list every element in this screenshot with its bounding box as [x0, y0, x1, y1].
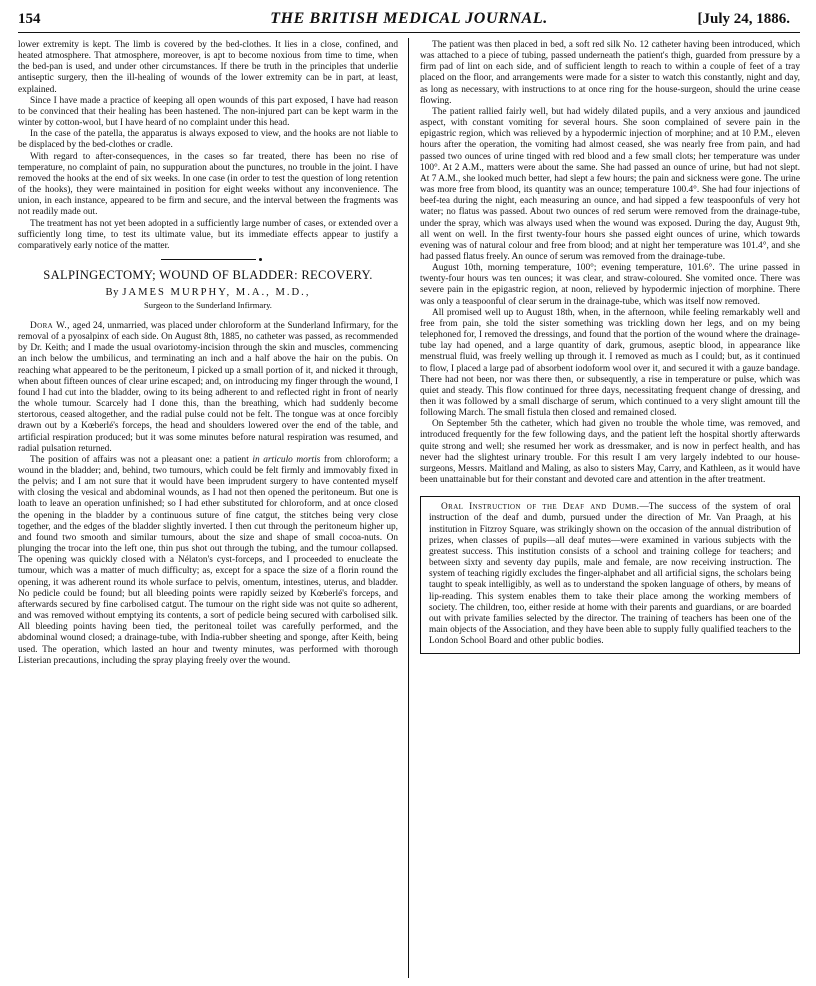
paragraph: On September 5th the catheter, which had given no trouble the whole time, was removed, and introduced frequently for the few following days, and the patient left the hospital shortly afterwards quite strong and well; she resumed her work as dressmaker, and is now in perfect health, and has never had the slightest urinary trouble. For this result I am very largely indebted to our house-surgeons, Messrs. Maitland and Maling, as also to sisters May, Carry, and Kathleen, as it would have been unattainable but for their constant and devoted care and attention in the after treatment. [420, 419, 800, 486]
article-title: SALPINGECTOMY; WOUND OF BLADDER: RECOVERY. [43, 267, 373, 282]
author-name: JAMES MURPHY, M.A., M.D., [122, 286, 311, 298]
news-paragraph [429, 502, 791, 647]
paragraph-text: from chloroform; a wound in the bladder; and, behind, two tumours, which could be felt firmly and immovably fixed in the pelvis; and I am not sure that it would have been imprudent surgery to have contented myself with closing the vesical and abdominal wounds, as I had not then opened the peritoneum. But one is loath to leave an operation unfinished; so I had ether substituted for chloroform, and at once closed the opening in the bladder by a continuous suture of fine catgut, the stitches being very close together, and the edges of the bladder slightly inverted. I then cut through the peritoneum higher up, and found two smooth and similar tumours, about the size and shape of small cocoa-nuts. On plunging the trocar into the left one, thin pus shot out through the tubing, and the tumour collapsed. The opening was quickly closed with a Nélaton's cyst-forceps, and I proceeded to enucleate the tumour, which was a matter of much difficulty; as, except for a space the size of a florin round the opening, it was adherent round its whole surface to pelvis, omentum, intestines, uterus, and bladder. No pedicle could be found; but all bleeding points were rapidly seized by Kœberlé's forceps, and afterwards secured by fine carbolised catgut. The tumour on the right side was not quite so adherent, and was removed without emptying its contents, a sort of pedicle being secured with carbolised silk. All bleeding points having been tied, the peritoneal toilet was carefully performed, and the abdominal wound closed; a drainage-tube, with India-rubber sheeting and sponge, after Keith, being used. The operation, which lasted an hour and twenty minutes, was performed with thorough Listerian precautions, including the spray playing freely over the wound. [18, 454, 399, 666]
paragraph: With regard to after-consequences, in the cases so far treated, there has been no rise of temperature, no complaint of pain, no suppuration about the punctures, no trouble in the joint. I have removed the hooks at the end of six weeks. In one case (in order to test the question of long retention of the hooks), they were maintained in position for eight weeks without any inconvenience. The union, in each instance, appeared to be firm and secure, and the interval between the fragments was not readily made out. [18, 151, 398, 218]
paragraph: lower extremity is kept. The limb is covered by the bed-clothes. It lies in a close, confined, and heated atmosphere. That atmosphere, moreover, is apt to become noxious from time to time, when the bed-pan is used, and under other circumstances. If there be truth in the principles that underlie antiseptic surgery, then the ill-healing of wounds of the lower extremity can be in part, at least, explained. [18, 40, 398, 95]
left-column [18, 40, 398, 667]
patient-name: Dora W., [30, 320, 70, 331]
paragraph: In the case of the patella, the apparatus is always exposed to view, and the hooks are not liable to be displaced by the bed-clothes or cradle. [18, 129, 398, 151]
byline-by: By [105, 286, 120, 298]
news-text: —The success of the system of oral instruction of the deaf and dumb, pursued under the direction of Mr. Van Praagh, at his institution in Fitzroy Square, was strikingly shown on the occasion of the annual distribution of prizes, when classes of pupils—all deaf mutes—were examined in various subjects with the greatest success. This institution consists of a school and training college for teachers; and between sixty and seventy day pupils, male and female, are now receiving instruction. The system of teaching rigidly excludes the finger-alphabet and all artificial signs, the scholars being taught to speak intelligibly, as well as to understand the spoken language of others, by means of lip-reading. This system enables them to take their place among the working members of society. The children, too, either reside at home with their parents and guardians, or are boarded out with private families selected by the director. The training of teachers has been one of the main objects of the Association, and they have been able to supply fully qualified teachers to the London School Board and other public bodies. [429, 502, 792, 647]
paragraph: All promised well up to August 18th, when, in the afternoon, while feeling remarkably well and free from pain, she told the sister something was trickling down her legs, and on my being telephoned for, I removed the dressings, and found that the portion of the wound where the drainage-tube lay had opened, and a large quantity of dark, grumous, aseptic blood, in appearance like menstrual fluid, was freely welling up through it. I removed as much as I could; but, as it continued to flow, I placed a large pad of absorbent iodoform wool over it, and secured it with a gauze bandage. There had not been, nor was there then, or subsequently, a rise in temperature or pulse, which was quiet and steady. This flow continued for three days, necessitating frequent change of dressing, and then it was followed by a small discharge of serum, which continued to a very slight amount till the following March. The small fistula then closed and remained closed. [420, 307, 800, 419]
paragraph [18, 321, 398, 455]
latin-phrase: in articulo mortis [252, 454, 321, 465]
paragraph: August 10th, morning temperature, 100°; evening temperature, 101.6°. The urine passed in twenty-four hours was ten ounces; it was clear, and straw-coloured. She vomited once. There was severe pain in the epigastric region, at noon, relieved by hypodermic injection of morphine. There was only a teaspoonful of clear serum in the drainage-tube, which was itself now removed. [420, 263, 800, 307]
news-item-box [420, 496, 800, 654]
header-rule [18, 32, 800, 33]
paragraph: The treatment has not yet been adopted in a sufficiently large number of cases, or extended over a sufficiently long time, to test its ultimate value, but its immediate effects appear to justify a comparatively early notice of the matter. [18, 218, 398, 251]
column-divider [408, 38, 409, 978]
paragraph: The patient was then placed in bed, a soft red silk No. 12 catheter having been introduced, which was attached to a piece of tubing, passed underneath the patient's thigh, guarded from pressure by a firm pad of lint on each side, and of sufficient length to reach to within a couple of feet of a tray placed on the floor, and arrangements were made for a sister to watch this constantly, night and day, as long as necessary, with instructions to at once ring for the house-surgeon, should the urine cease flowing. [420, 40, 800, 106]
page-number: 154 [18, 11, 41, 27]
news-heading: Oral Instruction of the Deaf and Dumb. [441, 502, 640, 513]
paragraph: The patient rallied fairly well, but had widely dilated pupils, and a very anxious and jaundiced aspect, with constant vomiting for several hours. She soon complained of severe pain in the epigastric region, which was relieved by a hypodermic injection of morphine; and at 10 P.M., eleven hours after the operation, the vomiting had almost ceased, she was nearly free from pain, and had passed two ounces of urine tinged with red blood and a few small clots; her temperature was under 100°. At 2 A.M., matters were about the same. She had passed an ounce of urine, but had not slept. At 7 A.M., she looked much better, had slept a few hours; the pain and sickness were gone. The urine was more free from blood, its quantity was an ounce; temperature 100.4°. She had four injections of beef-tea during the night, each measuring an ounce, and had sipped a few teaspoonfuls of very hot water; no flatus was passed. About two ounces of red serum were removed from the drainage-tube, under the spray, which was always used when the wound was exposed. During the day, August 9th, all went on well. In the first twenty-four hours she passed eight ounces of urine, which towards evening was of natural colour and free from blood; and at night her temperature was 101.4°, and she had passed flatus freely. An ounce of serum was removed from the drainage-tube. [420, 106, 800, 262]
author-affiliation: Surgeon to the Sunderland Infirmary. [144, 299, 272, 310]
paragraph [18, 455, 398, 667]
page-header [18, 8, 800, 32]
right-column [420, 40, 800, 654]
paragraph-text: The position of affairs was not a pleasant one: a patient [30, 454, 249, 465]
section-divider [161, 259, 256, 260]
journal-title: THE BRITISH MEDICAL JOURNAL. [270, 10, 548, 27]
byline [18, 286, 398, 300]
issue-date: [July 24, 1886. [697, 11, 790, 27]
paragraph-text: aged 24, unmarried, was placed under chloroform at the Sunderland Infirmary, for the removal of a pyosalpinx of each side. On August 8th, 1885, no catheter was passed, as recommended by Dr. Keith; and I made the usual ovariotomy-incision through the skin and muscles, commencing an inch below the umbilicus, and terminating an inch and a half above the hair on the pubis. On reaching what appeared to be the peritoneum, I picked up a small portion of it, and nicked it through, when about fifteen ounces of clear urine escaped; and, on introducing my finger through the wound, I found I had cut into the bladder, owing to its being adherent to and reflected right in front of nearly the whole tumour. Scarcely had I done this, than the breathing, which had suddenly become stertorous, ceased altogether, and the radial pulse could not be felt. The tongue was at once forcibly drawn out by a Kœberlé's forceps, the head and shoulders lowered over the end of the table, and artificial respiration produced; but it was some minutes before natural respiration was resumed, and radial pulsation returned. [18, 320, 398, 454]
paragraph: Since I have made a practice of keeping all open wounds of this part exposed, I have had reason to be convinced that their healing has been hastened. The non-injured part can be kept warm in the winter by cotton-wool, but I have heard of no complaint under this head. [18, 95, 398, 129]
